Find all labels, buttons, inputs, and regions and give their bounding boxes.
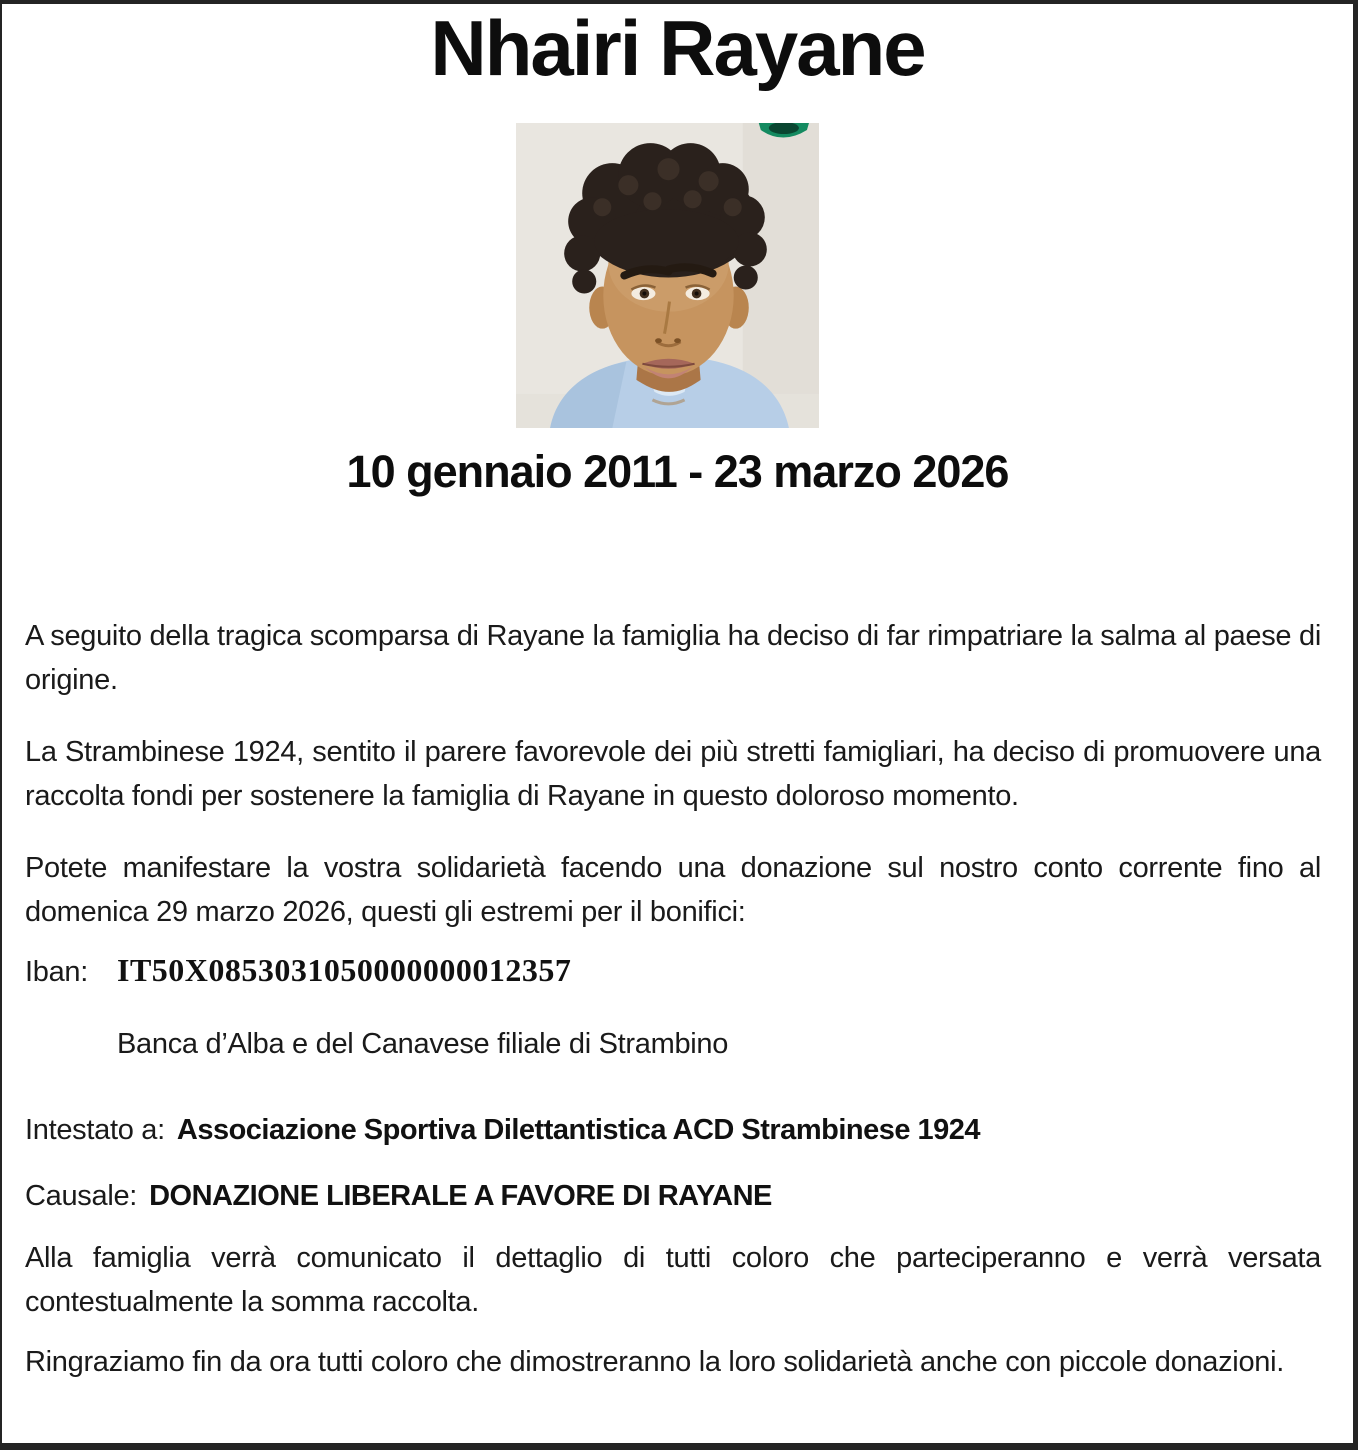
payee-value: Associazione Sportiva Dilettantistica ACD Strambinese 1924 — [176, 1114, 981, 1146]
iban-value: IT50X0853031050000000012357 — [117, 952, 572, 988]
payee-label: Intestato a: — [25, 1114, 165, 1146]
iban-label: Iban: — [25, 956, 88, 988]
reason-label: Causale: — [25, 1180, 138, 1212]
paragraph-fundraiser: La Strambinese 1924, sentito il parere favorevole dei più stretti famigliari, ha deciso di promuovere una raccolta fondi per sostenere la famiglia di Rayane in questo doloroso momento. — [25, 736, 1321, 812]
paragraph-donation-info: Potete manifestare la vostra solidarietà facendo una donazione sul nostro conto corrente fino al domenica 29 marzo 2026, questi gli estremi per il bonifici: — [25, 852, 1321, 928]
life-dates: 10 gennaio 2011 - 23 marzo 2026 — [346, 446, 1009, 497]
paragraph-thanks: Ringraziamo fin da ora tutti coloro che dimostreranno la loro solidarietà anche con piccole donazioni. — [25, 1346, 1285, 1378]
document-page — [2, 4, 1353, 1443]
paragraph-repatriation: A seguito della tragica scomparsa di Rayane la famiglia ha deciso di far rimpatriare la salma al paese di origine. — [25, 620, 1321, 696]
document-body — [25, 614, 1321, 1384]
iban-row — [25, 948, 1321, 994]
reason-row — [25, 1174, 1321, 1218]
portrait-photo — [516, 123, 819, 428]
page-title: Nhairi Rayane — [430, 4, 925, 92]
reason-value: DONAZIONE LIBERALE A FAVORE DI RAYANE — [149, 1180, 772, 1212]
portrait-illustration — [516, 123, 819, 428]
paragraph-family-report: Alla famiglia verrà comunicato il dettaglio di tutti coloro che parteciperanno e verrà versata contestualmente la somma raccolta. — [25, 1242, 1321, 1318]
bank-branch-line: Banca d’Alba e del Canavese filiale di Strambino — [117, 1028, 729, 1060]
payee-row — [25, 1108, 1321, 1152]
